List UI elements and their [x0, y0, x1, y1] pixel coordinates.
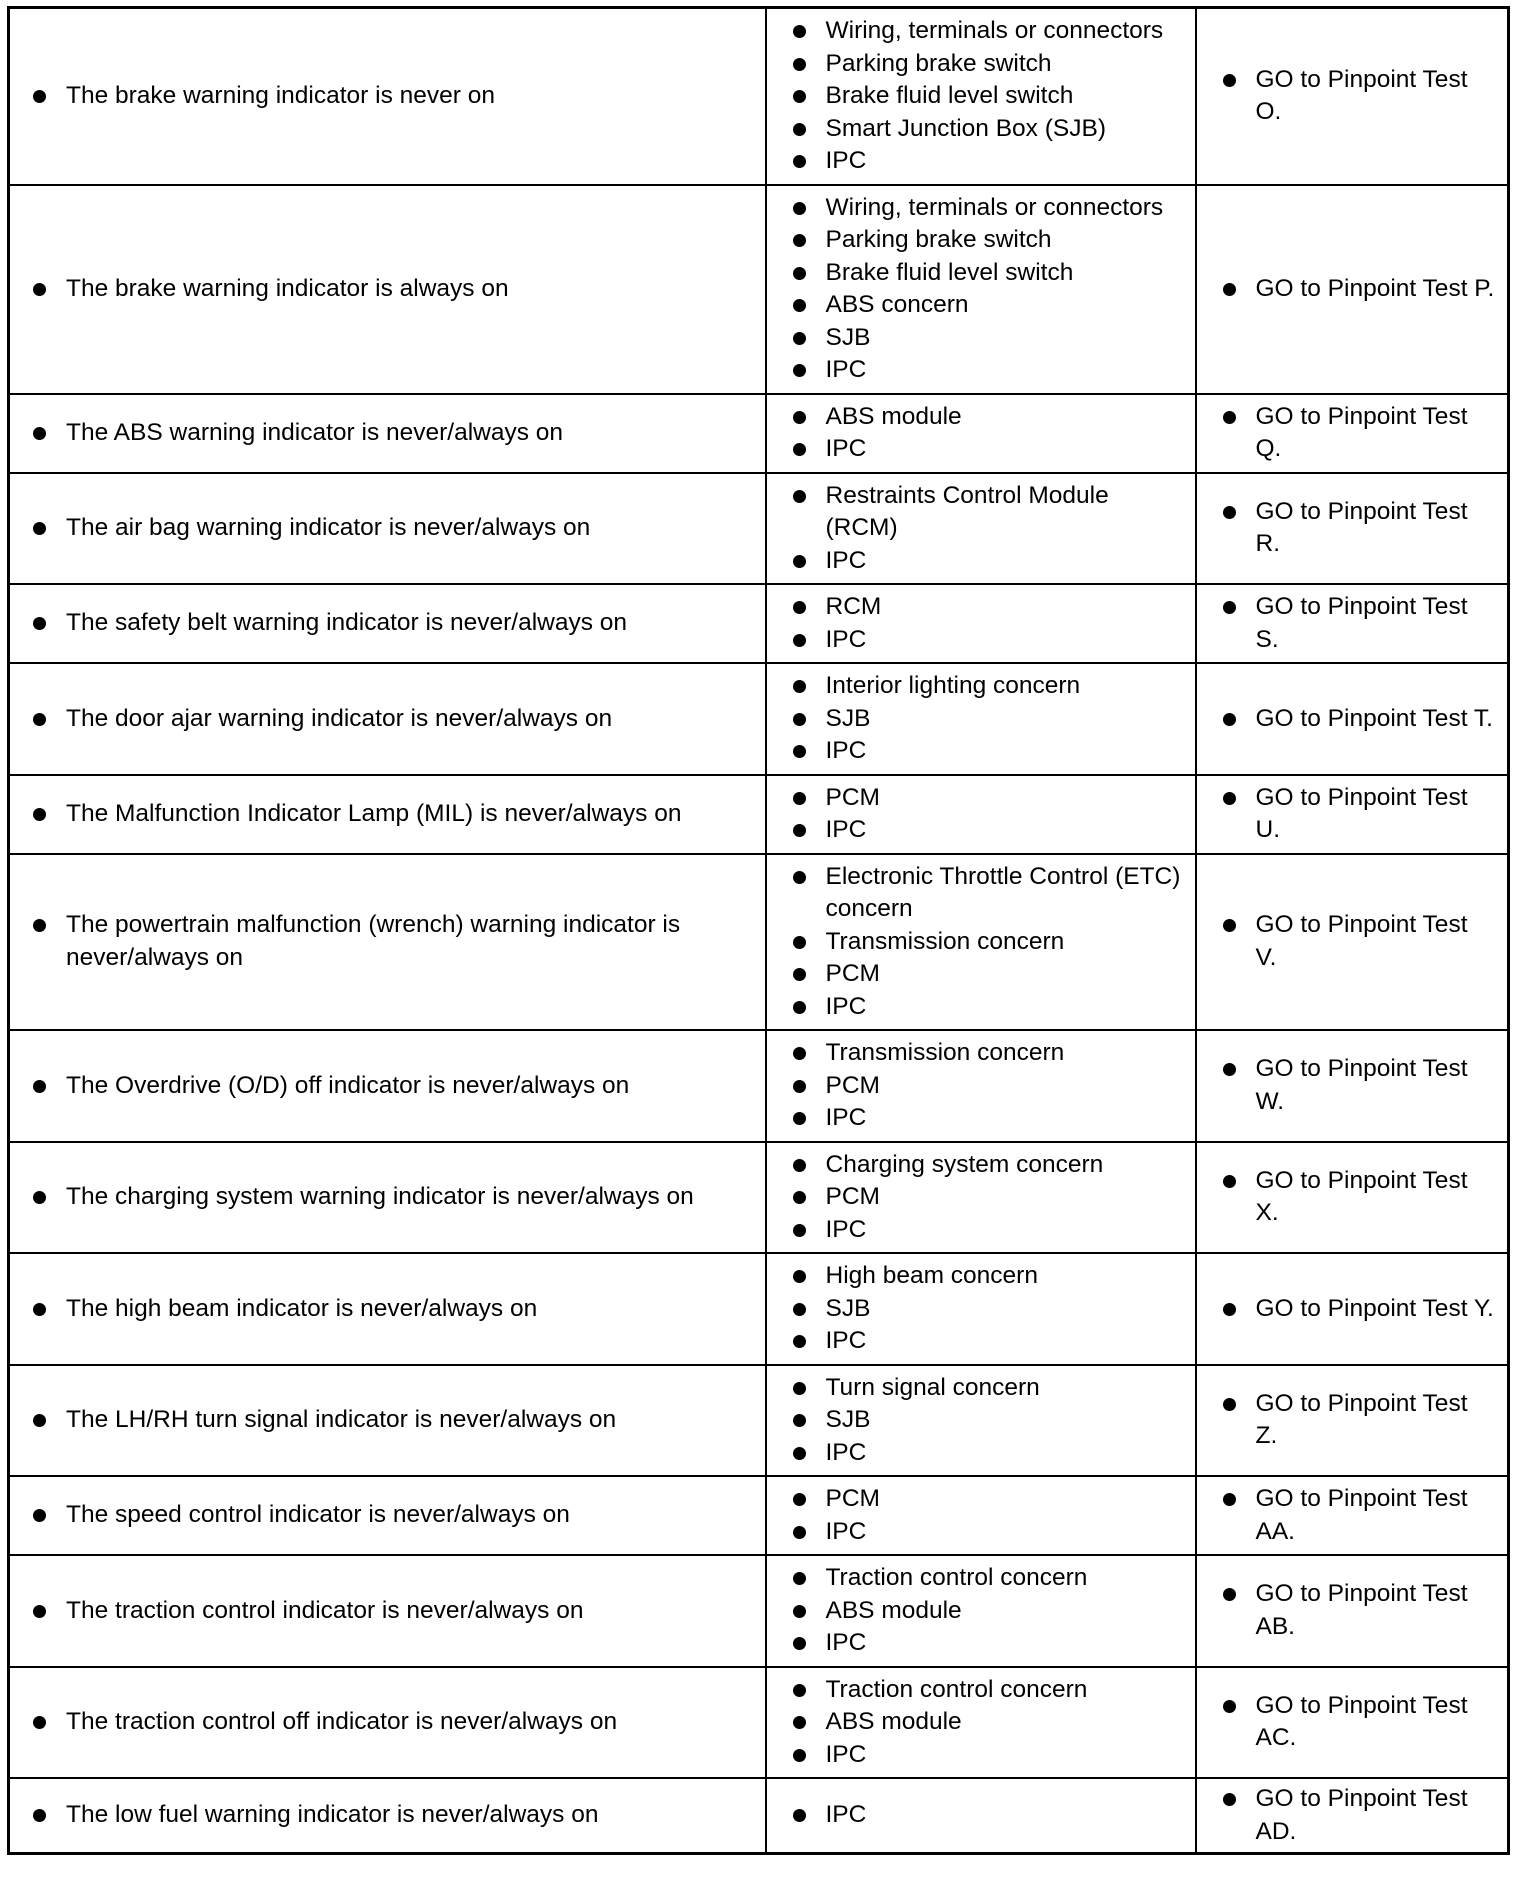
possible-sources-cell [766, 1778, 1196, 1854]
possible-source-item [826, 80, 1185, 113]
condition-list [66, 1499, 745, 1532]
possible-source-item [826, 192, 1185, 225]
action-text: GO to Pinpoint Test W. [1255, 1055, 1468, 1115]
condition-cell [9, 775, 766, 854]
condition-list [66, 703, 745, 736]
possible-source-item [826, 1070, 1185, 1103]
condition-cell [9, 1778, 766, 1854]
possible-source-text: IPC [825, 737, 867, 764]
condition-item [66, 1799, 745, 1832]
condition-text: The safety belt warning indicator is never/always on [66, 609, 628, 637]
table-row [9, 8, 1509, 185]
possible-sources-list [826, 1037, 1185, 1135]
possible-source-item [826, 703, 1185, 736]
action-item [1256, 1165, 1496, 1230]
possible-source-text: ABS module [825, 402, 962, 430]
action-item [1256, 1578, 1496, 1643]
possible-source-item [826, 1149, 1185, 1182]
condition-list [66, 1070, 745, 1103]
possible-source-item [826, 1516, 1185, 1549]
action-cell [1196, 1667, 1509, 1779]
action-item [1256, 401, 1496, 466]
action-list [1256, 1388, 1496, 1453]
possible-source-item [826, 624, 1185, 657]
action-cell [1196, 1555, 1509, 1667]
possible-sources-cell [766, 663, 1196, 775]
possible-source-item [826, 926, 1185, 959]
possible-source-text: Parking brake switch [825, 226, 1052, 253]
condition-text: The high beam indicator is never/always on [66, 1294, 538, 1322]
possible-sources-list [826, 401, 1185, 466]
possible-source-item [826, 224, 1185, 257]
possible-sources-list [826, 782, 1185, 847]
condition-item [66, 1404, 745, 1437]
condition-cell [9, 1365, 766, 1477]
possible-source-text: SJB [825, 704, 871, 732]
possible-sources-list [826, 1483, 1185, 1548]
action-item [1256, 496, 1496, 561]
condition-text: The low fuel warning indicator is never/always on [66, 1801, 599, 1829]
condition-text: The Overdrive (O/D) off indicator is never/always on [66, 1071, 630, 1099]
possible-source-text: ABS concern [825, 291, 969, 318]
table-row [9, 1476, 1509, 1555]
possible-source-item [826, 401, 1185, 434]
possible-source-text: IPC [825, 1517, 867, 1545]
action-text: GO to Pinpoint Test Q. [1255, 402, 1468, 462]
condition-item [66, 80, 745, 113]
action-list [1256, 64, 1496, 129]
action-cell [1196, 473, 1509, 585]
condition-cell [9, 1253, 766, 1365]
possible-source-text: SJB [825, 1406, 871, 1433]
action-cell [1196, 775, 1509, 854]
condition-text: The traction control off indicator is never/always on [66, 1708, 618, 1735]
action-list [1256, 1483, 1496, 1548]
possible-source-item [826, 1483, 1185, 1516]
condition-text: The brake warning indicator is always on [66, 274, 509, 302]
possible-source-text: Restraints Control Module (RCM) [825, 481, 1109, 541]
possible-source-text: Turn signal concern [825, 1373, 1040, 1401]
condition-cell [9, 8, 766, 185]
possible-source-item [826, 145, 1185, 178]
action-cell [1196, 394, 1509, 473]
possible-source-item [826, 861, 1185, 926]
action-text: GO to Pinpoint Test Z. [1255, 1389, 1468, 1450]
action-text: GO to Pinpoint Test S. [1255, 593, 1468, 653]
possible-sources-cell [766, 394, 1196, 473]
possible-source-text: Electronic Throttle Control (ETC) concern [825, 862, 1181, 922]
possible-sources-list [826, 591, 1185, 656]
possible-source-text: IPC [825, 992, 867, 1020]
condition-list [66, 1181, 745, 1214]
action-item [1256, 64, 1496, 129]
condition-cell [9, 1030, 766, 1142]
possible-sources-list [826, 1799, 1185, 1832]
condition-cell [9, 1667, 766, 1779]
action-item [1256, 1388, 1496, 1453]
possible-source-item [826, 1325, 1185, 1358]
possible-source-text: SJB [825, 323, 871, 351]
condition-cell [9, 1555, 766, 1667]
possible-source-item [826, 1372, 1185, 1405]
action-list [1256, 909, 1496, 974]
possible-source-text: IPC [825, 1438, 867, 1466]
possible-source-item [826, 1102, 1185, 1135]
possible-source-item [826, 1739, 1185, 1772]
possible-sources-list [826, 861, 1185, 1024]
condition-text: The LH/RH turn signal indicator is never/always on [66, 1406, 617, 1433]
possible-sources-list [826, 1674, 1185, 1772]
action-text: GO to Pinpoint Test P. [1255, 274, 1495, 302]
action-cell [1196, 1476, 1509, 1555]
possible-source-text: Smart Junction Box (SJB) [825, 114, 1106, 142]
condition-list [66, 417, 745, 450]
possible-source-text: Brake fluid level switch [825, 258, 1074, 286]
possible-source-text: IPC [825, 1215, 867, 1243]
condition-list [66, 512, 745, 545]
possible-source-text: IPC [825, 147, 867, 174]
condition-list [66, 1293, 745, 1326]
possible-sources-cell [766, 185, 1196, 394]
possible-source-text: PCM [825, 1071, 880, 1099]
possible-source-text: IPC [825, 1740, 867, 1768]
table-row [9, 663, 1509, 775]
table-row [9, 1142, 1509, 1254]
action-text: GO to Pinpoint Test V. [1255, 911, 1468, 971]
action-item [1256, 782, 1496, 847]
possible-sources-list [826, 15, 1185, 178]
possible-sources-cell [766, 8, 1196, 185]
possible-source-text: ABS module [825, 1596, 962, 1624]
possible-source-item [826, 354, 1185, 387]
action-list [1256, 273, 1496, 306]
possible-source-item [826, 735, 1185, 768]
condition-item [66, 607, 745, 640]
action-list [1256, 591, 1496, 656]
condition-list [66, 607, 745, 640]
possible-sources-cell [766, 1253, 1196, 1365]
condition-cell [9, 663, 766, 775]
action-list [1256, 1165, 1496, 1230]
possible-source-item [826, 1562, 1185, 1595]
possible-source-text: Traction control concern [825, 1564, 1088, 1591]
possible-sources-list [826, 480, 1185, 578]
possible-source-item [826, 1293, 1185, 1326]
condition-cell [9, 473, 766, 585]
possible-source-text: Traction control concern [825, 1675, 1088, 1703]
action-cell [1196, 1778, 1509, 1854]
table-row [9, 1667, 1509, 1779]
action-text: GO to Pinpoint Test O. [1255, 65, 1468, 126]
condition-text: The door ajar warning indicator is never/always on [66, 704, 613, 732]
table-row [9, 775, 1509, 854]
possible-source-text: IPC [825, 1104, 867, 1131]
possible-sources-list [826, 1149, 1185, 1247]
condition-text: The powertrain malfunction (wrench) warning indicator is never/always on [66, 911, 681, 971]
action-cell [1196, 1253, 1509, 1365]
possible-source-item [826, 257, 1185, 290]
possible-source-item [826, 1404, 1185, 1437]
possible-source-item [826, 1037, 1185, 1070]
condition-text: The ABS warning indicator is never/always on [66, 418, 564, 446]
possible-source-text: IPC [825, 435, 867, 462]
possible-source-item [826, 1799, 1185, 1832]
possible-source-text: Wiring, terminals or connectors [825, 193, 1164, 221]
action-item [1256, 1293, 1496, 1326]
action-list [1256, 1578, 1496, 1643]
condition-item [66, 798, 745, 831]
table-row [9, 584, 1509, 663]
condition-item [66, 1293, 745, 1326]
action-text: GO to Pinpoint Test AA. [1255, 1485, 1468, 1545]
table-row [9, 1253, 1509, 1365]
condition-list [66, 80, 745, 113]
action-list [1256, 703, 1496, 736]
possible-source-item [826, 15, 1185, 48]
possible-source-text: SJB [825, 1294, 871, 1322]
action-text: GO to Pinpoint Test U. [1255, 783, 1468, 843]
condition-item [66, 1499, 745, 1532]
possible-source-item [826, 1437, 1185, 1470]
possible-source-item [826, 958, 1185, 991]
table-row [9, 473, 1509, 585]
condition-cell [9, 1476, 766, 1555]
action-text: GO to Pinpoint Test Y. [1255, 1294, 1494, 1322]
action-item [1256, 1690, 1496, 1755]
table-body [9, 8, 1509, 1854]
condition-cell [9, 1142, 766, 1254]
possible-sources-cell [766, 1476, 1196, 1555]
condition-item [66, 1595, 745, 1628]
table-row [9, 854, 1509, 1031]
possible-sources-cell [766, 854, 1196, 1031]
possible-sources-list [826, 192, 1185, 387]
possible-source-text: IPC [825, 816, 867, 843]
condition-text: The speed control indicator is never/always on [66, 1501, 570, 1529]
possible-source-text: PCM [825, 960, 880, 987]
condition-item [66, 703, 745, 736]
action-cell [1196, 663, 1509, 775]
possible-source-text: IPC [825, 1801, 867, 1829]
possible-source-item [826, 782, 1185, 815]
action-text: GO to Pinpoint Test AB. [1255, 1580, 1468, 1640]
action-text: GO to Pinpoint Test AD. [1255, 1785, 1468, 1845]
possible-source-text: RCM [825, 593, 882, 620]
condition-item [66, 1706, 745, 1739]
possible-source-item [826, 1181, 1185, 1214]
possible-source-item [826, 480, 1185, 545]
action-text: GO to Pinpoint Test R. [1255, 497, 1468, 558]
action-text: GO to Pinpoint Test X. [1255, 1166, 1468, 1227]
condition-list [66, 1799, 745, 1832]
symptom-chart-table [7, 6, 1510, 1855]
possible-source-text: Transmission concern [825, 1039, 1065, 1066]
condition-text: The brake warning indicator is never on [66, 82, 495, 109]
possible-source-item [826, 289, 1185, 322]
action-cell [1196, 584, 1509, 663]
possible-sources-cell [766, 775, 1196, 854]
possible-source-text: ABS module [825, 1708, 962, 1735]
table-row [9, 185, 1509, 394]
possible-source-item [826, 1627, 1185, 1660]
action-list [1256, 1053, 1496, 1118]
possible-source-item [826, 1214, 1185, 1247]
action-cell [1196, 185, 1509, 394]
condition-cell [9, 854, 766, 1031]
action-item [1256, 1483, 1496, 1548]
possible-sources-list [826, 1372, 1185, 1470]
possible-source-item [826, 545, 1185, 578]
condition-list [66, 1404, 745, 1437]
condition-text: The charging system warning indicator is never/always on [66, 1183, 694, 1210]
condition-cell [9, 584, 766, 663]
condition-item [66, 273, 745, 306]
possible-sources-cell [766, 473, 1196, 585]
possible-source-item [826, 433, 1185, 466]
possible-sources-cell [766, 1667, 1196, 1779]
possible-sources-cell [766, 1555, 1196, 1667]
action-cell [1196, 1365, 1509, 1477]
action-list [1256, 496, 1496, 561]
condition-text: The air bag warning indicator is never/always on [66, 514, 591, 541]
condition-list [66, 273, 745, 306]
action-list [1256, 1690, 1496, 1755]
action-text: GO to Pinpoint Test AC. [1255, 1691, 1468, 1752]
action-list [1256, 782, 1496, 847]
possible-sources-cell [766, 1365, 1196, 1477]
possible-source-item [826, 322, 1185, 355]
possible-source-item [826, 1706, 1185, 1739]
possible-sources-list [826, 1260, 1185, 1358]
condition-item [66, 1181, 745, 1214]
table-row [9, 1030, 1509, 1142]
possible-source-text: Interior lighting concern [825, 672, 1081, 699]
possible-source-text: IPC [825, 356, 867, 383]
possible-source-item [826, 670, 1185, 703]
possible-source-text: PCM [825, 783, 880, 811]
possible-source-text: IPC [825, 625, 867, 653]
table-row [9, 1555, 1509, 1667]
possible-source-text: High beam concern [825, 1262, 1038, 1289]
condition-item [66, 512, 745, 545]
possible-source-text: IPC [825, 1327, 867, 1354]
action-list [1256, 1783, 1496, 1848]
action-list [1256, 401, 1496, 466]
possible-source-item [826, 814, 1185, 847]
action-item [1256, 1053, 1496, 1118]
possible-source-text: IPC [825, 1629, 867, 1656]
table-row [9, 1778, 1509, 1854]
possible-sources-cell [766, 1142, 1196, 1254]
condition-list [66, 798, 745, 831]
possible-source-item [826, 1674, 1185, 1707]
condition-text: The traction control indicator is never/always on [66, 1596, 584, 1624]
action-item [1256, 591, 1496, 656]
condition-list [66, 1595, 745, 1628]
possible-source-item [826, 1260, 1185, 1293]
action-cell [1196, 1030, 1509, 1142]
action-cell [1196, 8, 1509, 185]
possible-source-text: Wiring, terminals or connectors [825, 17, 1164, 44]
possible-sources-list [826, 670, 1185, 768]
table-row [9, 1365, 1509, 1477]
possible-source-item [826, 991, 1185, 1024]
condition-cell [9, 394, 766, 473]
possible-source-text: Transmission concern [825, 927, 1065, 955]
action-text: GO to Pinpoint Test T. [1255, 704, 1493, 732]
possible-source-text: IPC [825, 546, 867, 574]
possible-source-item [826, 48, 1185, 81]
possible-source-text: Parking brake switch [825, 49, 1052, 77]
action-list [1256, 1293, 1496, 1326]
possible-sources-cell [766, 1030, 1196, 1142]
condition-text: The Malfunction Indicator Lamp (MIL) is never/always on [66, 799, 682, 827]
possible-sources-cell [766, 584, 1196, 663]
possible-sources-list [826, 1562, 1185, 1660]
table-row [9, 394, 1509, 473]
action-cell [1196, 854, 1509, 1031]
possible-source-item [826, 1595, 1185, 1628]
action-item [1256, 273, 1496, 306]
action-item [1256, 1783, 1496, 1848]
possible-source-item [826, 591, 1185, 624]
condition-item [66, 1070, 745, 1103]
possible-source-item [826, 113, 1185, 146]
condition-item [66, 417, 745, 450]
possible-source-text: Brake fluid level switch [825, 82, 1074, 109]
action-item [1256, 703, 1496, 736]
condition-item [66, 909, 745, 974]
condition-list [66, 1706, 745, 1739]
possible-source-text: PCM [825, 1183, 880, 1210]
action-item [1256, 909, 1496, 974]
condition-list [66, 909, 745, 974]
possible-source-text: Charging system concern [825, 1150, 1104, 1178]
action-cell [1196, 1142, 1509, 1254]
possible-source-text: PCM [825, 1485, 880, 1512]
condition-cell [9, 185, 766, 394]
